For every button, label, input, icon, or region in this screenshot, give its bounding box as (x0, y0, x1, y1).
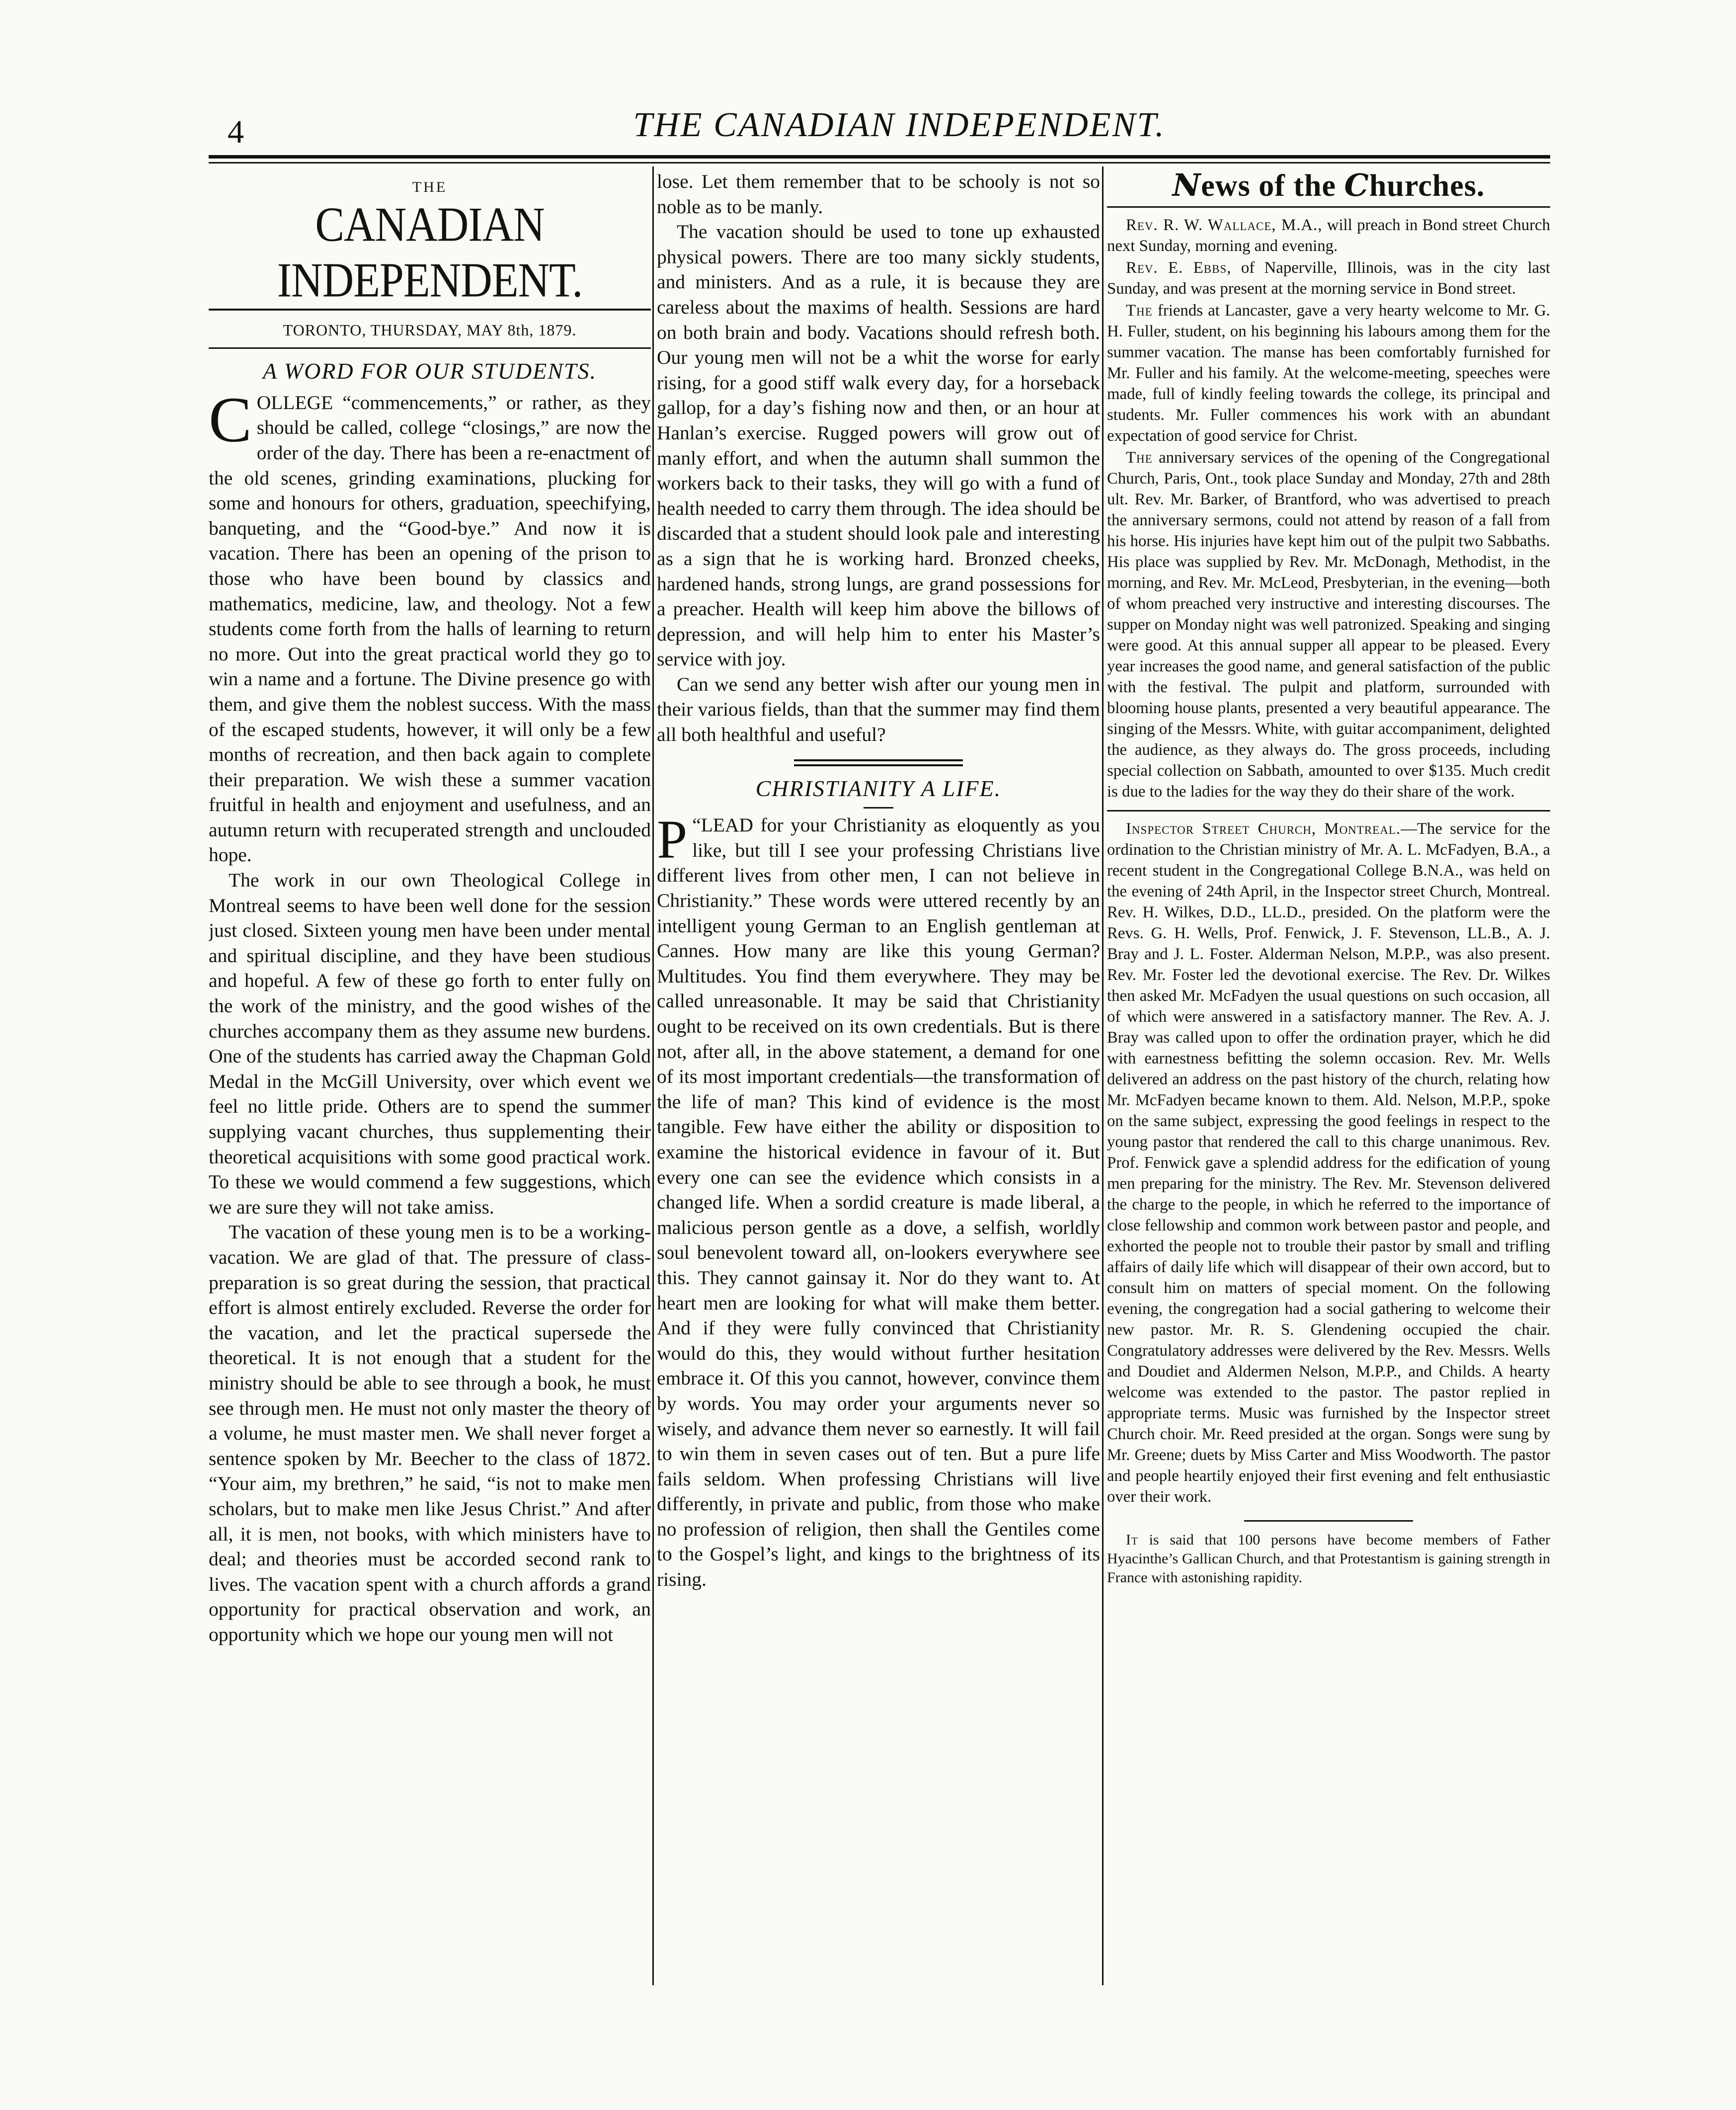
news-heading-initial-c: C (1344, 169, 1369, 203)
header-rule (209, 155, 1550, 159)
news-item-lead: The (1126, 302, 1153, 320)
news-item-lead: The (1126, 449, 1153, 467)
news-item-lead: Rev. E. Ebbs, (1126, 259, 1232, 277)
dateline: TORONTO, THURSDAY, MAY 8th, 1879. (209, 309, 651, 349)
news-item-lead: Rev. R. W. Wallace, M.A., (1126, 216, 1323, 234)
column-1 (209, 169, 651, 1983)
article-heading-christianity: CHRISTIANITY A LIFE. (755, 775, 1002, 801)
news-item-text: of Naperville, Illinois, was in the city last Sunday, and was present at the morning service in Bond street. (1107, 259, 1550, 298)
article-paragraph (657, 809, 1100, 1592)
news-heading-rest: hurches. (1369, 169, 1485, 203)
drop-cap: P (657, 809, 688, 870)
article-heading-students: A WORD FOR OUR STUDENTS. (263, 358, 597, 384)
news-heading (1107, 169, 1550, 203)
article-paragraph: The work in our own Theological College in Montreal seems to have been well done for the session just closed. Sixteen young men have been under mental and spiritual discipline, and they have been studious and hopeful. A few of these go forth to enter fully on the work of the ministry, and the good wishes of the churches accompany them as they assume new burdens. One of the students has carried away the Chapman Gold Medal in the McGill University, over which event we feel no little pride. Others are to spend the summer supplying vacant churches, thus supplementing their theoretical acquisitions with some good practical work. To these we would commend a few suggestions, which we are sure they will not take amiss. (209, 869, 651, 1218)
news-item (1107, 447, 1550, 802)
column-3 (1107, 169, 1550, 1983)
news-rule (1107, 206, 1550, 208)
section-divider (794, 759, 963, 766)
news-item-lead: It (1126, 1532, 1138, 1548)
article-paragraph: Can we send any better wish after our young men in their various fields, than that the summer may find them all both healthful and useful? (657, 673, 1100, 746)
column-divider-2 (1102, 166, 1104, 1985)
news-item-text: is said that 100 persons have become members of Father Hyacinthe’s Gallican Church, and that Protestantism is gaining strength in France with astonishing rapidity. (1107, 1532, 1550, 1586)
header-rule-thin (209, 162, 1550, 163)
news-divider (1107, 810, 1550, 812)
heading-rule (864, 807, 893, 809)
column-divider-1 (652, 166, 654, 1985)
paragraph-text: LEAD for your Christianity as eloquently as you like, but till I see your professing Christians live different lives from other men, I can not believe in Christianity.” These words were uttered recently by an intelligent young German to an English gentleman at Cannes. How many are like this young German? Multitudes. You find them everywhere. They may be called unreasonable. It may be said that Christianity ought to be received on its own credentials. But is there not, after all, in the above statement, a demand for one of its most important credentials—the transformation of the life of man? This kind of evidence is the most tangible. Few have either the ability or disposition to examine the historical evidence in favour of it. But every one can see the evidence which consists in a changed life. When a sordid creature is made liberal, a malicious person gentle as a dove, a selfish, worldly soul benevolent toward all, on-lookers everywhere see this. They cannot gainsay it. Nor do they want to. At heart men are looking for what will make them better. And if they were fully convinced that Christianity would do this, they would without further hesitation embrace it. Of this you cannot, however, convince them by words. You may order your arguments never so wisely, and advance them never so earnestly. It will fail to win them in seven cases out of ten. But a pure life fails seldom. When professing Christians will live differently, in private and public, from those who make no profession of religion, then shall the Gentiles come to the Gospel’s light, and kings to the brightness of its rising. (657, 814, 1100, 1591)
article-paragraph (209, 384, 651, 868)
news-item (1107, 818, 1550, 1507)
masthead-the: THE (412, 179, 448, 195)
article-paragraph: lose. Let them remember that to be schooly is not so noble as to be manly. (657, 170, 1100, 218)
news-item (1107, 300, 1550, 446)
news-short-divider (1244, 1520, 1413, 1522)
running-title: THE CANADIAN INDEPENDENT. (633, 106, 1166, 144)
news-item-text: —The service for the ordination to the Christian ministry of Mr. A. L. McFadyen, B.A., a recent student in the Congregational College B.N.A., was held on the evening of 24th April, in the Inspector street Church, Montreal. Rev. H. Wilkes, D.D., LL.D., presided. On the platform were the Revs. G. H. Wells, Prof. Fenwick, J. F. Stevenson, LL.B., A. J. Bray and J. L. Foster. Alderman Nelson, M.P.P., was also present. Rev. Mr. Foster led the devotional exercise. The Rev. Dr. Wilkes then asked Mr. McFadyen the usual questions on such occasion, all of which were answered in a satisfactory manner. The Rev. A. J. Bray was called upon to offer the ordination prayer, which he did with earnestness befitting the solemn occasion. Rev. Mr. Wells delivered an address on the past history of the church, relating how Mr. McFadyen became known to them. Ald. Nelson, M.P.P., spoke on the same subject, expressing the good feelings in respect to the young pastor that rendered the call to this charge unanimous. Rev. Prof. Fenwick gave a splendid address for the edification of young men preparing for the ministry. The Rev. Mr. Stevenson delivered the charge to the people, in which he referred to the importance of close fellowship and common work between pastor and people, and exhorted the people not to trouble their pastor by small and trifling affairs of daily life which will disappear of their own accord, but to consult him on matters of special moment. On the following evening, the congregation had a social gathering to welcome their new pastor. Mr. R. S. Glendening occupied the chair. Congratulatory addresses were delivered by the Rev. Messrs. Wells and Doudiet and Aldermen Nelson, M.P.P., and Childs. A hearty welcome was extended to the pastor. The pastor replied in appropriate terms. Music was furnished by the Inspector street Church choir. Mr. Reed presided at the organ. Songs were sung by Mr. Greene; duets by Miss Carter and Miss Woodworth. The pastor and people heartily enjoyed their first evening and felt enthusiastic over their work. (1107, 820, 1550, 1506)
masthead-title: CANADIAN INDEPENDENT. (277, 197, 583, 308)
news-item-lead: Inspector Street Church, Montreal. (1126, 820, 1401, 838)
open-quote: “ (692, 814, 701, 836)
news-item-text: will preach in Bond street Church next Sunday, morning and evening. (1107, 216, 1550, 255)
drop-cap: C (209, 384, 252, 456)
news-item (1107, 215, 1550, 256)
news-heading-initial: N (1172, 169, 1201, 203)
news-item-text: friends at Lancaster, gave a very hearty welcome to Mr. G. H. Fuller, student, on his beginning his labours among them for the summer vacation. The manse has been comfortably furnished for Mr. Fuller and his family. At the welcome-meeting, speeches were made, full of kindly feeling towards the college, its principal and students. Mr. Fuller commences his work with an abundant expectation of good service for Christ. (1107, 302, 1550, 445)
news-heading-text: ews of the (1201, 169, 1344, 203)
paragraph-text: OLLEGE “commencements,” or rather, as they should be called, college “closings,” are now the order of the day. There has been a re-enactment of the old scenes, grinding examinations, plucking for some and honours for others, graduation, speechifying, banqueting, and the “Good-bye.” And now it is vacation. There has been an opening of the prison to those who have been bound by classics and mathematics, medicine, law, and theology. Not a few students come forth from the halls of learning to return no more. Out into the great practical world they go to win a name and a fortune. The Divine presence go with them, and give them the noblest success. With the mass of the escaped students, however, it will only be a few months of recreation, and then back again to complete their preparation. We wish these a summer vacation fruitful in health and enjoyment and usefulness, and an autumn return with recuperated strength and unclouded hope. (209, 391, 651, 866)
page-number: 4 (228, 114, 244, 150)
column-2 (657, 169, 1100, 1983)
news-item (1107, 257, 1550, 299)
news-item (1107, 1531, 1550, 1587)
news-item-text: anniversary services of the opening of the Congregational Church, Paris, Ont., took place Sunday and Monday, 27th and 28th ult. Rev. Mr. Barker, of Brantford, who was advertised to preach the anniversary sermons, could not attend by reason of a fall from his horse. His injuries have kept him out of the pulpit two Sabbaths. His place was supplied by Rev. Mr. McDonagh, Methodist, in the morning, and Rev. Mr. McLeod, Presbyterian, in the evening—both of whom preached very instructive and interesting discourses. The supper on Monday night was well patronized. Speaking and singing were good. At this annual supper all appear to be pleased. Every year increases the good name, and general satisfaction of the public with the festival. The pulpit and platform, surrounded with blooming house plants, presented a very beautiful appearance. The singing of the Messrs. White, with guitar accompaniment, delighted the audience, as they always do. The gross proceeds, including special collection on Sabbath, amounted to over $135. Much credit is due to the ladies for the way they do their share of the work. (1107, 449, 1550, 801)
article-paragraph: The vacation should be used to tone up exhausted physical powers. There are too many sickly students, and ministers. And as a rule, it is because they are careless about the maxims of health. Sessions are hard on both brain and body. Vacations should refresh both. Our young men will not be a whit the worse for early rising, for a good stiff walk every day, for a horseback gallop, for a day’s fishing now and then, or an hour at Hanlan’s exercise. Rugged powers will grow out of manly effort, and when the autumn shall summon the workers back to their tasks, they will go with a fund of health needed to carry them through. The idea should be discarded that a student should look pale and interesting as a sign that he is working hard. Bronzed cheeks, hardened hands, strong lungs, are grand possessions for a preacher. Health will keep him above the billows of depression, and will help him to enter his Master’s service with joy. (657, 221, 1100, 670)
article-paragraph: The vacation of these young men is to be a working-vacation. We are glad of that. The pressure of class-preparation is so great during the session, that practical effort is almost entirely excluded. Reverse the order for the vacation, and let the practical supersede the theoretical. It is not enough that a student for the ministry should be able to see through a book, he must see through men. He must not only master the theory of a volume, he must master men. We shall never forget a sentence spoken by Mr. Beecher to the class of 1872. “Your aim, my brethren,” he said, “is not to make men scholars, but to make men like Jesus Christ.” And after all, it is men, not books, with which ministers have to deal; and theories must be accorded second rank to lives. The vacation spent with a church affords a grand opportunity for practical observation and work, an opportunity which we hope our young men will not (209, 1221, 651, 1645)
